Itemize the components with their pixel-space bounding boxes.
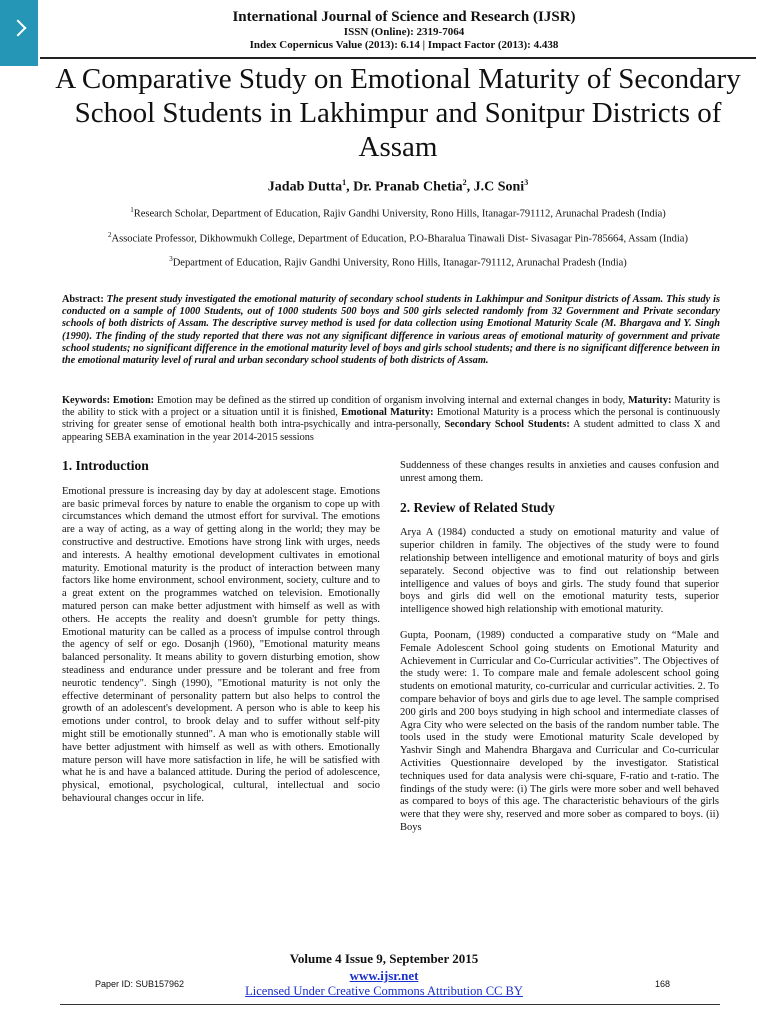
right-column — [400, 460, 719, 835]
keyword-def: A student admitted to class X and appearing SEBA examination in the year 2014-2015 sessions — [62, 419, 721, 443]
abstract-text: The present study investigated the emotional maturity of secondary school students in Lakhimpur and Sonitpur districts of Assam. This study is conducted on a sample of 1000 Students, out of 1000 students 500 boys and 500 girls selected randomly from 32 Government and Private secondary schools of both districts of Assam. The descriptive survey method is used for data collection using Emotional Maturity Scale (M. Bhargava and Y. Singh (1990). The finding of the study reported that there was not any significant difference in various areas of emotional maturity of government and private school students; no significant difference in the emotional maturity level of boys and girls school students; and there is no significant difference between in the emotional maturity level of rural and urban secondary school students of both districts of Assam. — [62, 294, 720, 367]
footer-divider — [60, 1004, 720, 1005]
keyword-def: Emotional Maturity is a process which the personal is continuously striving for greater sense of emotional health both intra-psychically and intra-personally, — [62, 407, 720, 431]
affiliation-sup: 1 — [130, 206, 134, 214]
affiliation-3 — [40, 255, 756, 269]
affiliation-sup: 2 — [108, 231, 112, 239]
introduction-heading: 1. Introduction — [62, 458, 149, 473]
arrow-icon — [10, 20, 27, 37]
affiliation-text: Department of Education, Rajiv Gandhi University, Rono Hills, Itanagar-791112, Arunachal Pradesh (India) — [172, 257, 627, 269]
journal-name: International Journal of Science and Research (IJSR) — [232, 9, 576, 25]
keyword-term: Emotion: — [112, 395, 155, 406]
footer-license-link[interactable]: Licensed Under Creative Commons Attribution CC BY — [245, 984, 523, 998]
author-sup: 2 — [462, 178, 467, 187]
author-sup: 1 — [342, 178, 347, 187]
author-name: J.C Soni — [473, 179, 525, 195]
review-paragraph-1: Arya A (1984) conducted a study on emotional maturity and value of superior children in family. The objectives of the study were to found relationship between intelligence and emotional maturity of boys and girls separately. Second objective was to find out relationship between intelligence and values of boys and girls. The study found that superior boys and girls did well on the emotional maturity tests, superior intelligence showed high relationship with emotional maturity. — [400, 527, 719, 616]
keyword-def: Maturity is the ability to stick with a project or a situation until it is finished, — [62, 395, 721, 419]
keyword-term: Maturity: — [627, 395, 672, 406]
affiliation-2 — [40, 231, 756, 245]
header-divider — [40, 57, 756, 59]
journal-issn: ISSN (Online): 2319-7064 — [343, 26, 465, 38]
journal-index: Index Copernicus Value (2013): 6.14 | Impact Factor (2013): 4.438 — [249, 39, 559, 51]
keyword-term: Emotional Maturity: — [341, 407, 434, 419]
affiliation-text: Associate Professor, Dikhowmukh College, Department of Education, P.O-Bharalua Tinawali Dist- Sivasagar Pin-785664, Assam (India) — [111, 233, 688, 245]
footer-volume: Volume 4 Issue 9, September 2015 — [289, 951, 479, 966]
keywords-label: Keywords: — [62, 395, 111, 406]
abstract — [62, 294, 720, 367]
affiliation-text: Research Scholar, Department of Education, Rajiv Gandhi University, Rono Hills, Itanagar-791112, Arunachal Pradesh (India) — [133, 208, 666, 220]
affiliation-1 — [40, 206, 756, 220]
footer-paper-id: Paper ID: SUB157962 — [95, 979, 185, 989]
author-name: Jadab Dutta — [267, 179, 343, 195]
review-paragraph-2: Gupta, Poonam, (1989) conducted a comparative study on “Male and Female Adolescent School going students on Emotional Maturity and Achievement in Curricular and Co-Curricular activities”. The Objectives of the study were: 1. To compare male and female adolescent school going students on emotional maturity, co-curricular and curricular activities. 2. To compare behavior of boys and girls due to age level. The sample comprised 200 girls and 200 boys studying in high school and intermediate classes of Agra City who were selected on the basis of the random number table. The tools used in the study were Emotional maturity Scale developed by Yashvir Singh and Mahendra Bhargava and Curricular and Co-curricular Activities Questionnaire developed by the investigator. Statistical techniques used for data analysis were chi-square, F-ratio and t-ratio. The findings of the study were: (i) The girls were more sober and well behaved as compared to boys of this age. The characteristic behaviours of the girls were that they were shy, reserved and more sober as compared to boys. (ii) Boys — [400, 629, 719, 833]
left-column — [62, 460, 380, 806]
keywords — [62, 395, 720, 444]
introduction-paragraph: Emotional pressure is increasing day by day at adolescent stage. Emotions are basic primeval forces by nature to enable the organism to cope up with circumstances which demand the utmost effort for survival. The emotions are a way of acting, as a way of getting along in the world; they may be constructive and destructive. Emotions have strong link with urges, needs and interests. A healthy emotional development cultivates in emotional maturity. Emotional maturity is the product of interaction between many factors like home environment, school environment, society, culture and to a great extent on the programmes watched on television. Emotionally matured person can make better adjustment with himself as well as with others. He accepts the reality and doesn't grumble for petty things. Emotional maturity can be called as a process of impulse control through the agency of self or ego. Dosanjh (1960), "Emotional maturity means balanced personality. It means ability to govern disturbing emotion, show steadiness and endurance under pressure and be tolerant and free from neurotic tendency". Singh (1990), "Emotional maturity is not only the effective determinant of personality pattern but also helps to control the growth of an adolescent's development. A person who is able to keep his emotions under control, to brook delay and to suffer without self-pity might still be emotionally stunned". A man who is emotionally stable will have better adjustment with himself as well as with others. Emotionally mature person will have more satisfaction in life, he will be satisfied with what he is and have a balanced attitude. During the period of adolescence, physical, emotional, psychological, cultural, intellectual and socio behavioural changes occur in life. — [62, 485, 380, 804]
journal-header — [60, 8, 748, 52]
keyword-def: Emotion may be defined as the stirred up condition of organism involving internal and external changes in body, — [156, 395, 626, 406]
keyword-term: Secondary School Students: — [444, 419, 570, 431]
continuation-paragraph: Suddenness of these changes results in anxieties and causes confusion and unrest among them. — [400, 460, 719, 484]
review-heading: 2. Review of Related Study — [400, 499, 555, 515]
footer-page-number: 168 — [655, 979, 671, 989]
affiliation-sup: 3 — [169, 255, 173, 263]
footer-website-link[interactable]: www.ijsr.net — [349, 968, 419, 983]
paper-title: A Comparative Study on Emotional Maturity of Secondary School Students in Lakhimpur and Sonitpur Districts of Assam — [55, 63, 741, 163]
author-name: Dr. Pranab Chetia — [353, 179, 463, 195]
author-sup: 3 — [524, 178, 529, 187]
author-list: Jadab Dutta$^1$, Dr. Pranab Chetia$^2$, J.C Soni$^3$ — [267, 178, 529, 195]
journal-tab-strip — [0, 0, 38, 66]
abstract-label: Abstract: — [62, 294, 104, 305]
